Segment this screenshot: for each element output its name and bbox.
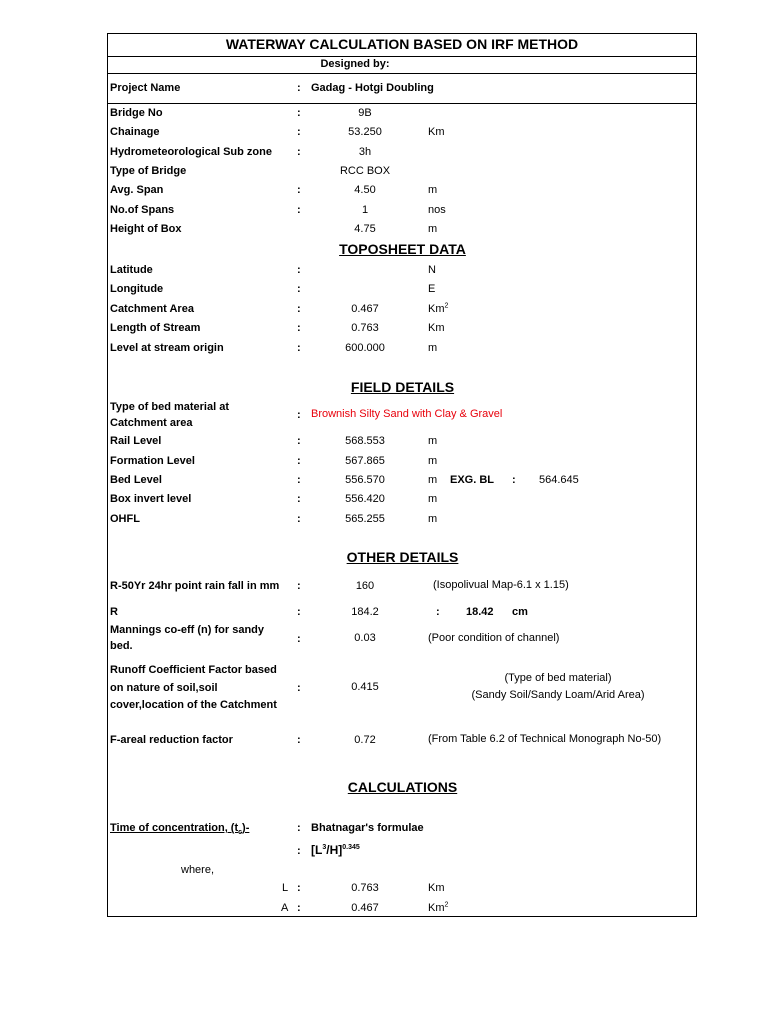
r-label: R (110, 606, 118, 618)
variable-value: 0.467 (351, 902, 379, 914)
separator: : (297, 283, 301, 295)
separator: : (436, 606, 440, 618)
mannings-label: bed. (110, 640, 133, 652)
row-value: 556.420 (345, 493, 385, 505)
separator: : (297, 342, 301, 354)
calculations-heading: CALCULATIONS (347, 779, 458, 795)
time-of-concentration-label: Time of concentration, $(t_c)-$ (110, 822, 250, 837)
variable-name: L (282, 882, 289, 894)
separator: : (297, 146, 301, 158)
formula: $[L^3/H]^{0.345}$ (311, 843, 360, 857)
row-unit: m (428, 342, 438, 354)
separator: : (297, 107, 301, 119)
separator: : (297, 902, 301, 914)
separator: : (297, 882, 301, 894)
runoff-value: 0.415 (351, 681, 379, 693)
row-value: 9B (358, 107, 372, 119)
row-unit: m (428, 223, 438, 235)
row-unit: m (428, 474, 438, 486)
variable-unit: Km (428, 882, 445, 894)
runoff-note: (Type of bed material) (504, 672, 612, 684)
row-unit: m (428, 455, 438, 467)
separator: : (297, 633, 301, 645)
row-label: Bed Level (110, 474, 162, 486)
row-value: 568.553 (345, 435, 385, 447)
bed-material-value: Brownish Silty Sand with Clay & Gravel (311, 408, 503, 420)
separator: : (297, 82, 301, 94)
row-unit: m (428, 435, 438, 447)
row-value: 600.000 (345, 342, 385, 354)
divider (107, 103, 697, 104)
runoff-note: (Sandy Soil/Sandy Loam/Arid Area) (471, 689, 645, 701)
variable-unit: Km$^2$ (428, 901, 449, 914)
r-unit-cm: cm (512, 606, 528, 618)
row-label: Chainage (110, 126, 160, 138)
areal-label: F-areal reduction factor (110, 734, 233, 746)
variable-value: 0.763 (351, 882, 379, 894)
row-label: Type of Bridge (110, 165, 187, 177)
row-label: Length of Stream (110, 322, 201, 334)
row-label: Longitude (110, 283, 164, 295)
r-value: 184.2 (351, 606, 379, 618)
separator: : (297, 184, 301, 196)
rainfall-value: 160 (355, 580, 375, 592)
separator: : (512, 474, 516, 486)
row-value: RCC BOX (339, 165, 391, 177)
row-unit: E (428, 283, 436, 295)
runoff-label: cover,location of the Catchment (110, 699, 277, 711)
runoff-label: on nature of soil,soil (110, 682, 218, 694)
rainfall-note: (Isopolivual Map-6.1 x 1.15) (433, 579, 569, 591)
row-value: 567.865 (345, 455, 385, 467)
separator: : (297, 580, 301, 592)
row-label: Bridge No (110, 107, 163, 119)
row-label: Box invert level (110, 493, 192, 505)
separator: : (297, 126, 301, 138)
separator: : (297, 264, 301, 276)
row-label: OHFL (110, 513, 140, 525)
row-value: 0.467 (351, 303, 379, 315)
areal-note: (From Table 6.2 of Technical Monograph No-50) (428, 733, 662, 745)
row-value: 3h (358, 146, 372, 158)
row-label: Rail Level (110, 435, 162, 447)
row-value: 4.50 (354, 184, 376, 196)
row-label: Latitude (110, 264, 153, 276)
where-label: where, (181, 864, 215, 876)
row-value: 0.763 (351, 322, 379, 334)
separator: : (297, 822, 301, 834)
row-unit: m (428, 493, 438, 505)
row-unit: m (428, 513, 438, 525)
row-label: No.of Spans (110, 204, 175, 216)
separator: : (297, 606, 301, 618)
separator: : (297, 682, 301, 694)
toposheet-heading: TOPOSHEET DATA (339, 241, 466, 257)
divider (107, 73, 697, 74)
project-name-label: Project Name (110, 82, 181, 94)
row-unit: Km (428, 126, 445, 138)
row-value: 565.255 (345, 513, 385, 525)
row-label: Avg. Span (110, 184, 164, 196)
row-value: 1 (361, 204, 369, 216)
separator: : (297, 322, 301, 334)
row-label: Level at stream origin (110, 342, 224, 354)
bed-material-label: Type of bed material at (110, 401, 229, 413)
r-value-cm: 18.42 (466, 606, 494, 618)
row-value: 556.570 (345, 474, 385, 486)
mannings-label: Mannings co-eff (n) for sandy (110, 624, 264, 636)
row-label: Hydrometeorological Sub zone (110, 146, 272, 158)
areal-value: 0.72 (354, 734, 376, 746)
row-unit: m (428, 184, 438, 196)
row-unit: Km (428, 322, 445, 334)
separator: : (297, 409, 301, 421)
separator: : (297, 513, 301, 525)
separator: : (297, 734, 301, 746)
separator: : (297, 435, 301, 447)
bed-material-label: Catchment area (110, 417, 193, 429)
separator: : (297, 455, 301, 467)
formula-name: Bhatnagar's formulae (311, 822, 424, 834)
other-details-heading: OTHER DETAILS (346, 549, 459, 565)
exg-bl-label: EXG. BL (450, 474, 495, 486)
variable-name: A (281, 902, 289, 914)
row-unit: N (428, 264, 436, 276)
row-unit: nos (428, 204, 446, 216)
row-value: 4.75 (354, 223, 376, 235)
row-label: Formation Level (110, 455, 195, 467)
sheet-title: WATERWAY CALCULATION BASED ON IRF METHOD (225, 36, 579, 52)
separator: : (297, 303, 301, 315)
separator: : (297, 845, 301, 857)
mannings-note: (Poor condition of channel) (428, 632, 560, 644)
separator: : (297, 493, 301, 505)
row-value: 53.250 (348, 126, 382, 138)
row-label: Catchment Area (110, 303, 194, 315)
runoff-label: Runoff Coefficient Factor based (110, 664, 277, 676)
field-details-heading: FIELD DETAILS (350, 379, 455, 395)
designed-by-label: Designed by: (320, 58, 390, 70)
rainfall-label: R-50Yr 24hr point rain fall in mm (110, 580, 280, 592)
exg-bl-value: 564.645 (539, 474, 579, 486)
row-label: Height of Box (110, 223, 182, 235)
project-name-value: Gadag - Hotgi Doubling (311, 82, 434, 94)
separator: : (297, 474, 301, 486)
separator: : (297, 204, 301, 216)
mannings-value: 0.03 (354, 632, 376, 644)
row-unit: Km$^2$ (428, 302, 449, 315)
